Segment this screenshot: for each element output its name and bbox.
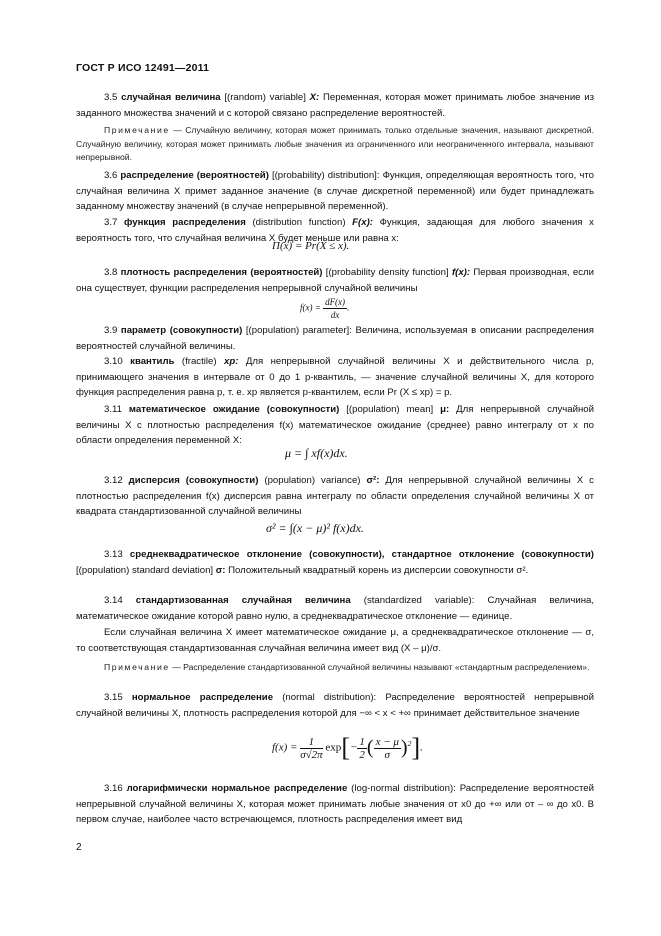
formula-mean: μ = ∫ xf(x)dx. xyxy=(285,446,348,460)
definition-3-14: 3.14 стандартизованная случайная величина (standardized variable): Случайная величина, математическое ожидание которой равно нулю, а среднеквадратическое отклонение — единице. xyxy=(76,595,594,622)
definition-3-12: 3.12 дисперсия (совокупности) (population) variance) σ²: Для непрерывной случайной величины X с плотностью распределения f(x) дисперсия равна интегралу по области определения случайной величины X от квадрата стандартизованной случайной величины xyxy=(76,475,594,517)
formula-normal-density: f(x) = $\frac{1}{\sigma√2\pi}$ exp[− $\frac{1}{2}$ ( $\frac{x - \mu}{\sigma}$ )$^2$]. xyxy=(272,733,423,762)
definition-3-11: 3.11 математическое ожидание (совокупности) [(population) mean] μ: Для непрерывной случайной величины X с плотностью распределения f(x) математическое ожидание (среднее) равно интегралу от x по области определения переменной X: xyxy=(76,404,594,446)
definition-3-9: 3.9 параметр (совокупности) [(population) parameter]: Величина, используемая в описании распределения вероятностей случайной величины. xyxy=(76,325,594,352)
definition-3-8: 3.8 плотность распределения (вероятностей) [(probability density function] f(x): Первая производная, если она существует, функции распределения непрерывной случайной величины xyxy=(76,267,594,294)
definition-3-6: 3.6 распределение (вероятностей) [(probability) distribution]: Функция, определяющая вероятность того, что случайная величина X примет заданное значение (в случае дискретной переменной) или будет принадлежать заданному множеству значений (в случае непрерывной переменной). xyxy=(76,170,594,212)
term: случайная величина xyxy=(121,92,221,103)
page-number: 2 xyxy=(76,842,82,853)
definition-3-10: 3.10 квантиль (fractile) xp: Для непрерывной случайной величины X и действительного числа p, принимающего значения в интервале от 0 до 1 p-квантиль, — значение случайной величины X, для которого функция распределения равна p, т. е. xp является p-квантилем, если Pr (X ≤ xp) = p. xyxy=(76,356,594,398)
note-1: Примечание — Случайную величину, которая может принимать только отдельные значения, называют дискретной. Случайную величину, которая может принимать любые значения из ограниченного или неограниченного интервала, называют непрерывной. xyxy=(76,125,594,162)
formula-density: f(x) = $\frac{dF(x)}{dx}$ . xyxy=(300,297,350,320)
definition-3-14-continuation: Если случайная величина X имеет математическое ожидание μ, а среднеквадратическое отклонение — σ, то соответствующая стандартизованная случайная величина имеет вид (X – μ)/σ. xyxy=(76,627,594,654)
note-2: Примечание — Распределение стандартизованной случайной величины называют «стандартным распределением». xyxy=(104,662,590,672)
definition-3-7: 3.7 функция распределения (distribution function) F(x): Функция, задающая для любого значения x вероятность того, что случайная величина X будет меньше или равна x: xyxy=(76,217,594,244)
definition-3-15: 3.15 нормальное распределение (normal distribution): Распределение вероятностей непрерывной случайной величины X, плотность распределения которой для −∞ < x < +∞ принимает действительное значение xyxy=(76,692,595,719)
formula-variance: σ² = ∫(x − μ)² f(x)dx. xyxy=(266,521,364,535)
definition-3-5: 3.5 случайная величина [(random) variable] X: Переменная, которая может принимать любое значение из заданного множества значений и с которой связано распределение вероятностей. xyxy=(76,92,594,119)
formula-distribution-function: Π(x) = Pr(X ≤ x). xyxy=(272,240,350,252)
document-header: ГОСТ Р ИСО 12491—2011 xyxy=(76,62,210,74)
definition-3-16: 3.16 логарифмически нормальное распределение (log-normal distribution): Распределение вероятностей непрерывной случайной величины X, которая может принимать любые значения от x0 до +∞ или от – ∞ до x0. В первом случае, наиболее часто встречающемся, плотность распределения имеет вид xyxy=(76,783,594,825)
definition-3-13: 3.13 среднеквадратическое отклонение (совокупности), стандартное отклонение (совокупности) [(population) standard deviation] σ: Положительный квадратный корень из дисперсии совокупности σ². xyxy=(76,549,594,576)
